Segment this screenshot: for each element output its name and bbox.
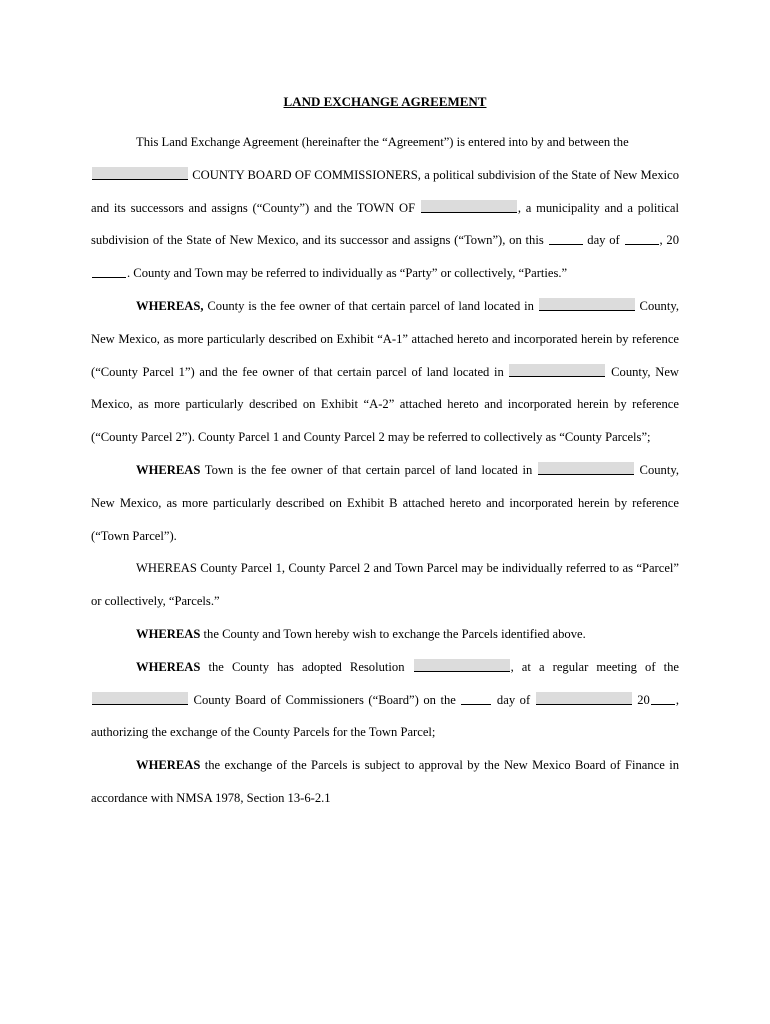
town-name-field[interactable]: [421, 200, 517, 213]
meeting-day-field[interactable]: [461, 692, 491, 705]
day-field[interactable]: [549, 232, 583, 245]
year-field[interactable]: [92, 265, 126, 278]
intro-text-3: , a municipality and a political subdivision of the State of New Mexico, and its successor and assigns (“Town”), on this: [91, 200, 679, 248]
whereas5-text-1: the County has adopted Resolution: [200, 659, 413, 674]
county-parcel-1-location-field[interactable]: [539, 298, 635, 311]
whereas5-text-4: day of: [492, 692, 535, 707]
intro-text-6: . County and Town may be referred to individually as “Party” or collectively, “Parties.”: [127, 266, 568, 281]
intro-paragraph: [91, 126, 679, 290]
intro-text-2: COUNTY BOARD OF COMMISSIONERS, a political subdivision of the State of New Mexico and its successors and assigns (“County”) and the TOWN OF: [91, 167, 679, 215]
document-body: [91, 126, 679, 815]
meeting-year-field[interactable]: [651, 692, 675, 705]
intro-text-4: day of: [583, 233, 624, 248]
whereas1-text-2: County, New Mexico, as more particularly described on Exhibit “A-1” attached hereto and incorporated herein by reference (“County Parcel 1”) and the fee owner of that certain parcel of land located in: [91, 298, 679, 379]
whereas-lead: WHEREAS: [136, 659, 201, 674]
whereas5-text-3: County Board of Commissioners (“Board”) on the: [189, 692, 461, 707]
county-name-field[interactable]: [92, 167, 188, 180]
whereas-lead: WHEREAS,: [136, 298, 204, 313]
whereas-lead: WHEREAS: [136, 626, 201, 641]
whereas-paragraph-3: [91, 552, 679, 618]
board-county-name-field[interactable]: [92, 692, 188, 705]
whereas5-text-6: , authorizing the exchange of the County Parcels for the Town Parcel;: [91, 692, 679, 740]
whereas1-text-3: County, New Mexico, as more particularly described on Exhibit “A-2” attached hereto and incorporated herein by reference (“County Parcel 2”). County Parcel 1 and County Parcel 2 may be referred to collectively as “County Parcels”;: [91, 364, 680, 445]
whereas-paragraph-1: [91, 290, 679, 454]
whereas4-text-1: the County and Town hereby wish to exchange the Parcels identified above.: [200, 626, 586, 641]
whereas-paragraph-5: [91, 651, 679, 749]
document-title: LAND EXCHANGE AGREEMENT: [283, 94, 487, 109]
town-parcel-location-field[interactable]: [538, 462, 634, 475]
whereas-paragraph-2: [91, 454, 679, 552]
meeting-month-field[interactable]: [536, 692, 632, 705]
whereas3-text: WHEREAS County Parcel 1, County Parcel 2 and Town Parcel may be individually referred to as “Parcel” or collectively, “Parcels.”: [91, 561, 679, 609]
month-field[interactable]: [625, 232, 659, 245]
whereas2-text-2: County, New Mexico, as more particularly described on Exhibit B attached hereto and incorporated herein by reference (“Town Parcel”).: [91, 462, 679, 543]
whereas-paragraph-4: [91, 618, 679, 651]
whereas5-text-5: 20: [632, 692, 650, 707]
whereas5-text-2: , at a regular meeting of the: [510, 659, 679, 674]
intro-text-1: This Land Exchange Agreement (hereinafter the “Agreement”) is entered into by and between the: [136, 135, 629, 149]
whereas6-text-1: the exchange of the Parcels is subject to approval by the New Mexico Board of Finance in accordance with NMSA 1978, Section 13-6-2.1: [91, 758, 679, 805]
whereas2-text-1: Town is the fee owner of that certain parcel of land located in: [200, 462, 537, 477]
intro-text-5: , 20: [659, 233, 680, 248]
county-parcel-2-location-field[interactable]: [509, 364, 605, 377]
resolution-number-field[interactable]: [414, 659, 510, 672]
whereas-lead: WHEREAS: [136, 758, 201, 773]
whereas-lead: WHEREAS: [136, 462, 201, 477]
whereas-paragraph-6: [91, 749, 679, 815]
whereas1-text-1: County is the fee owner of that certain parcel of land located in: [203, 298, 538, 313]
